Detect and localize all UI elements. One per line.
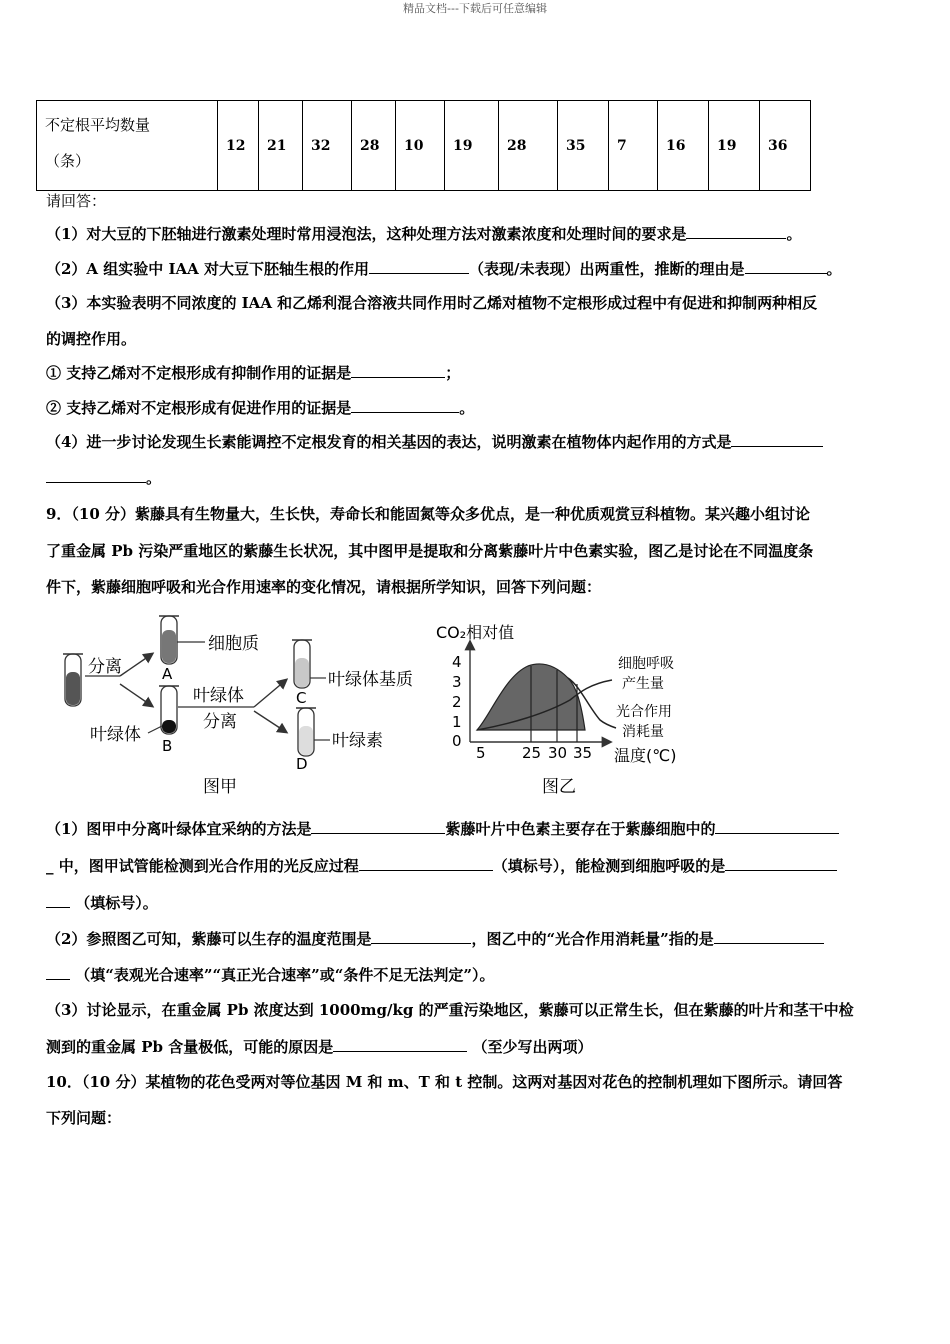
q8-part2-text2: （表现/未表现）出两重性，推断的理由是: [469, 260, 745, 278]
q8-part1-text: （1）对大豆的下胚轴进行激素处理时常用浸泡法，这种处理方法对激素浓度和处理时间的要求是: [46, 225, 687, 243]
q10-stem-line2: 下列问题：: [46, 1109, 122, 1127]
q9-sub2-text-a: （2）参照图乙可知，紫藤可以生存的温度范围是: [46, 930, 372, 948]
figure-b-graph: [430, 616, 700, 802]
q9-sub1-text-d: （填标号），能检测到细胞呼吸的是: [492, 857, 726, 875]
answer-blank[interactable]: [745, 261, 827, 274]
row-label-line2: （条）: [45, 152, 91, 170]
q8-clue1-text: ① 支持乙烯对不定根形成有抑制作用的证据是: [46, 364, 352, 382]
q9-sub3-text-c: （至少写出两项）: [472, 1038, 593, 1056]
figure-a-caption: 图甲: [203, 777, 237, 797]
q9-stem-line1: 9．（10 分）紫藤具有生物量大，生长快，寿命长和能固氮等众多优点，是一种优质观赏豆科植物。某兴趣小组讨论: [46, 505, 811, 523]
row-label: [37, 101, 218, 191]
label-pigment: 叶绿素: [332, 731, 383, 751]
table-cell: 7: [609, 101, 658, 191]
q8-intro: 请回答：: [46, 192, 107, 210]
answer-blank[interactable]: [46, 470, 146, 483]
q9-sub1-text-a: （1）图甲中分离叶绿体宜采纳的方法是: [46, 820, 312, 838]
q9-sub2-line2: [46, 964, 495, 985]
q9-sub3-line2: [46, 1036, 592, 1057]
test-tube-b: [159, 686, 179, 734]
table-cell: 32: [303, 101, 352, 191]
answer-blank[interactable]: [714, 931, 824, 944]
x-tick-label: 25: [522, 744, 542, 762]
answer-blank[interactable]: [731, 434, 823, 447]
q9-stem-line3: 件下，紫藤细胞呼吸和光合作用速率的变化情况，请根据所学知识，回答下列问题：: [46, 578, 602, 596]
q8-part4-end: 。: [146, 469, 162, 487]
label-chloroplast: 叶绿体: [90, 725, 141, 745]
respiration-label-2: 产生量: [622, 676, 664, 692]
q8-part2-text: （2）A 组实验中 IAA 对大豆下胚轴生根的作用: [46, 260, 370, 278]
q9-sub1-text-e: （填标号）。: [75, 894, 158, 912]
label-chloroplast-2: 叶绿体: [193, 686, 244, 706]
answer-blank[interactable]: [351, 400, 459, 413]
test-tube-a: [159, 616, 179, 664]
q8-clue2-text: ② 支持乙烯对不定根形成有促进作用的证据是: [46, 399, 352, 417]
y-tick-label: 3: [452, 673, 462, 691]
answer-blank[interactable]: [369, 261, 469, 274]
label-tube-b: B: [162, 737, 173, 755]
answer-blank[interactable]: [715, 821, 839, 834]
q8-clue2: [46, 397, 474, 418]
figure-a-diagram: [60, 606, 440, 802]
y-ticks: [452, 653, 462, 750]
label-cytoplasm: 细胞质: [208, 634, 259, 654]
q8-clue1-end: ；: [445, 364, 461, 382]
photosynthesis-label-1: 光合作用: [616, 704, 672, 720]
q9-sub2-line1: [46, 928, 824, 949]
q8-part3-line1: （3）本实验表明不同浓度的 IAA 和乙烯利混合溶液共同作用时乙烯对植物不定根形成过程中有促进和抑制两种相反: [46, 294, 818, 312]
respiration-label-1: 细胞呼吸: [618, 656, 674, 672]
q9-sub1-line1: [46, 818, 839, 839]
q9-stem-line2: 了重金属 Pb 污染严重地区的紫藤生长状况，其中图甲是提取和分离紫藤叶片中色素实验，图乙是讨论在不同温度条: [46, 542, 814, 560]
q8-part4: [46, 431, 823, 452]
table-cell: 28: [499, 101, 558, 191]
label-tube-a: A: [162, 665, 173, 683]
q9-sub2-text-b: ，图乙中的“光合作用消耗量”指的是: [471, 930, 714, 948]
label-tube-d: D: [296, 755, 308, 773]
q8-clue1: [46, 362, 460, 383]
answer-blank[interactable]: [686, 226, 786, 239]
answer-blank[interactable]: [371, 931, 471, 944]
table-cell: 12: [218, 101, 259, 191]
q8-part3-line2: 的调控作用。: [46, 330, 137, 348]
y-axis-label: CO₂相对值: [436, 623, 515, 642]
q8-part4-text: （4）进一步讨论发现生长素能调控不定根发育的相关基因的表达，说明激素在植物体内起作用的方式是: [46, 433, 732, 451]
q9-sub2-text-c: （填“表观光合速率”“真正光合速率”或“条件不足无法判定”）。: [75, 966, 495, 984]
x-tick-label: 30: [548, 744, 568, 762]
q9-sub3-text-b: 测到的重金属 Pb 含量极低，可能的原因是: [46, 1038, 334, 1056]
q9-sub1-line2: [46, 855, 837, 876]
answer-blank[interactable]: [46, 895, 70, 908]
table-cell: 21: [259, 101, 303, 191]
y-tick-label: 2: [452, 693, 462, 711]
label-separate: 分离: [88, 657, 122, 677]
x-tick-label: 5: [476, 744, 486, 762]
y-tick-label: 4: [452, 653, 462, 671]
table-cell: 10: [396, 101, 445, 191]
q8-part2: [46, 258, 842, 279]
x-axis-label: 温度(℃): [614, 746, 677, 765]
table-row: [37, 101, 811, 191]
q8-part1: [46, 223, 801, 244]
q9-sub1-text-b: 紫藤叶片中色素主要存在于紫藤细胞中的: [445, 820, 716, 838]
table-cell: 28: [352, 101, 396, 191]
test-tube-c: [292, 640, 312, 688]
answer-blank[interactable]: [46, 967, 70, 980]
label-separate-2: 分离: [203, 712, 237, 732]
y-tick-label: 0: [452, 732, 462, 750]
row-label-line1: 不定根平均数量: [45, 116, 151, 134]
answer-blank[interactable]: [333, 1039, 467, 1052]
root-count-table: [36, 100, 811, 191]
label-stroma: 叶绿体基质: [328, 670, 413, 690]
q8-part4-end-line: [46, 467, 161, 488]
q8-part1-end: 。: [786, 225, 802, 243]
photosynthesis-label-2: 消耗量: [622, 724, 664, 740]
q9-sub1-line3: [46, 892, 158, 913]
figure-b-caption: 图乙: [542, 777, 576, 797]
table-cell: 16: [658, 101, 709, 191]
test-tube-original: [63, 654, 83, 706]
test-tube-d: [296, 708, 316, 756]
q10-stem-line1: 10．（10 分）某植物的花色受两对等位基因 M 和 m、T 和 t 控制。这两对基因对花色的控制机理如下图所示。请回答: [46, 1073, 843, 1091]
q8-part2-end: 。: [826, 260, 842, 278]
q9-sub1-text-c: _ 中，图甲试管能检测到光合作用的光反应过程: [46, 857, 359, 875]
y-tick-label: 1: [452, 713, 462, 731]
q9-sub3-line1: （3）讨论显示，在重金属 Pb 浓度达到 1000mg/kg 的严重污染地区，紫藤可以正常生长，但在紫藤的叶片和茎干中检: [46, 1001, 854, 1019]
x-ticks: [476, 744, 592, 762]
page-header: 精品文档---下载后可任意编辑: [403, 2, 547, 15]
answer-blank[interactable]: [725, 858, 837, 871]
table-cell: 19: [445, 101, 499, 191]
x-tick-label: 35: [573, 744, 593, 762]
answer-blank[interactable]: [351, 365, 445, 378]
table-cell: 19: [709, 101, 760, 191]
table-cell: 35: [558, 101, 609, 191]
answer-blank[interactable]: [311, 821, 445, 834]
answer-blank[interactable]: [359, 858, 493, 871]
label-tube-c: C: [296, 689, 307, 707]
q8-clue2-end: 。: [459, 399, 475, 417]
table-cell: 36: [760, 101, 811, 191]
